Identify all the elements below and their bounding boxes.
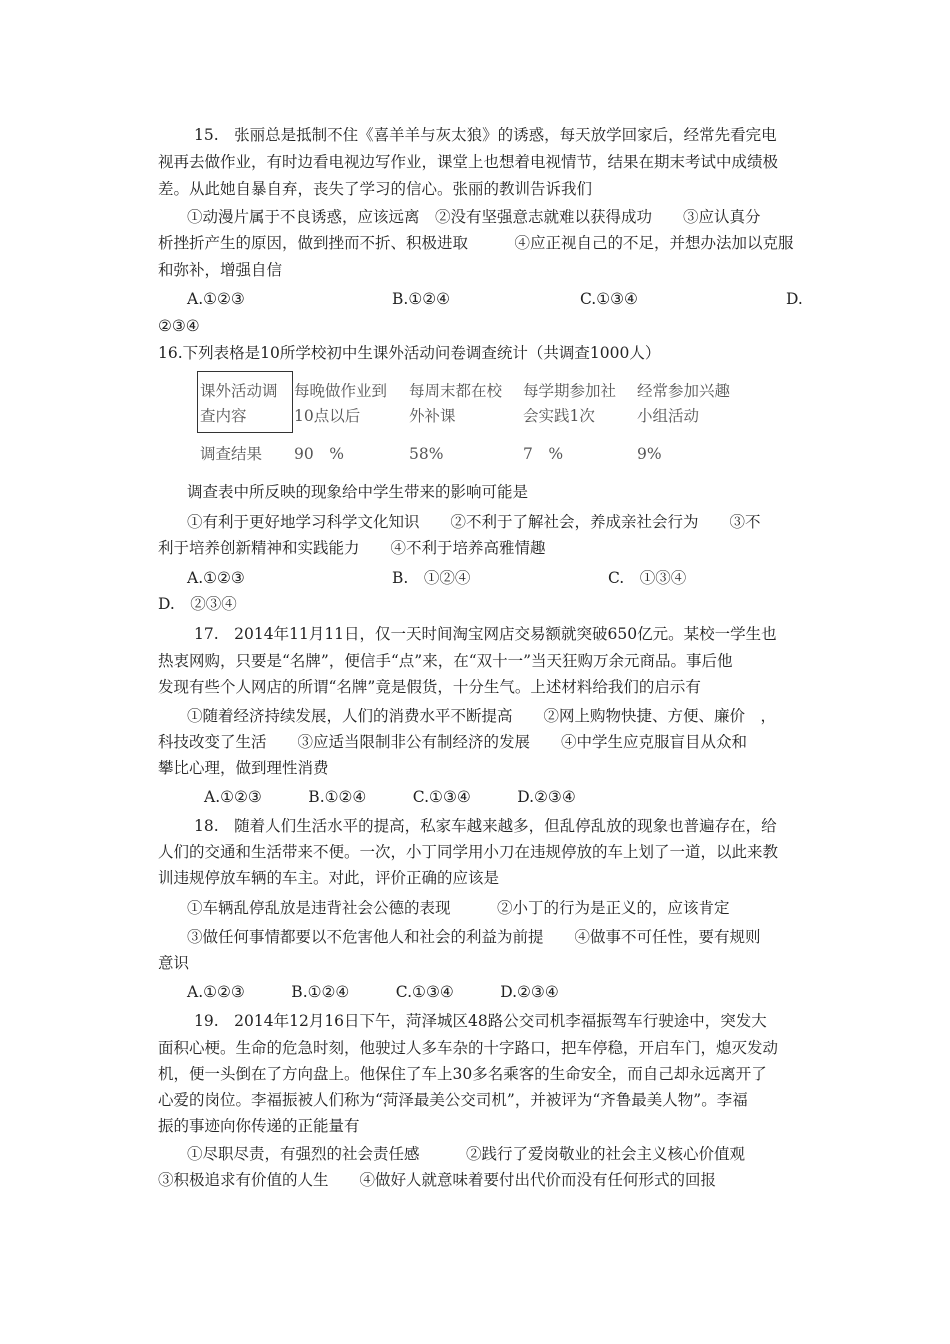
table-header-2a: 每周末都在校 bbox=[409, 382, 503, 400]
q15-statement-3: 和弥补，增强自信 bbox=[158, 261, 283, 279]
q16-statement-1: ①有利于更好地学习科学文化知识 ②不利于了解社会，养成亲社会行为 ③不 bbox=[187, 513, 761, 531]
table-header-3a: 每学期参加社 bbox=[523, 382, 617, 400]
q15-option-b: B.①②④ bbox=[392, 290, 451, 308]
q19-line-2: 面积心梗。生命的危急时刻，他驶过人多车杂的十字路口，把车停稳，开启车门，熄灭发动 bbox=[158, 1039, 779, 1057]
q15-option-d-cont: ②③④ bbox=[158, 317, 200, 335]
q16-option-d: D. ②③④ bbox=[158, 595, 237, 613]
q15-option-a: A.①②③ bbox=[187, 290, 245, 308]
q15-line-3: 差。从此她自暴自弃，丧失了学习的信心。张丽的教训告诉我们 bbox=[158, 180, 593, 198]
q19-line-1: 19. 2014年12月16日下午，菏泽城区48路公交司机李福振驾车行驶途中，突发大 bbox=[194, 1012, 767, 1030]
q19-statement-2: ③积极追求有价值的人生 ④做好人就意味着要付出代价而没有任何形式的回报 bbox=[158, 1171, 717, 1189]
q17-line-1: 17. 2014年11月11日，仅一天时间淘宝网店交易额就突破650亿元。某校一学生也 bbox=[194, 625, 777, 643]
q19-statement-1: ①尽职尽责，有强烈的社会责任感 ②践行了爱岗敬业的社会主义核心价值观 bbox=[187, 1145, 746, 1163]
q17-statement-2: 科技改变了生活 ③应适当限制非公有制经济的发展 ④中学生应克服盲目从众和 bbox=[158, 733, 748, 751]
q16-option-b: B. ①②④ bbox=[392, 569, 471, 587]
table-header-4b: 小组活动 bbox=[637, 407, 700, 425]
q15-option-c: C.①③④ bbox=[580, 290, 638, 308]
table-header-1b: 10点以后 bbox=[294, 407, 361, 425]
table-header-0a: 课外活动调 bbox=[200, 382, 278, 400]
q19-line-4: 心爱的岗位。李福振被人们称为“菏泽最美公交司机”，并被评为“齐鲁最美人物”。李福 bbox=[158, 1091, 748, 1109]
q16-option-a: A.①②③ bbox=[187, 569, 245, 587]
q17-statement-1: ①随着经济持续发展，人们的消费水平不断提高 ②网上购物快捷、方便、廉价 ， bbox=[187, 707, 777, 725]
q17-options: A.①②③ B.①②④ C.①③④ D.②③④ bbox=[204, 788, 576, 806]
table-header-3b: 会实践1次 bbox=[523, 407, 595, 425]
q17-line-3: 发现有些个人网店的所谓“名牌”竟是假货，十分生气。上述材料给我们的启示有 bbox=[158, 678, 701, 696]
table-header-4a: 经常参加兴趣 bbox=[637, 382, 731, 400]
q16-stem: 16.下列表格是10所学校初中生课外活动问卷调查统计（共调查1000人） bbox=[158, 344, 661, 362]
q18-statement-1: ①车辆乱停乱放是违背社会公德的表现 ②小丁的行为是正义的，应该肯定 bbox=[187, 899, 730, 917]
q19-line-5: 振的事迹向你传递的正能量有 bbox=[158, 1117, 360, 1135]
table-cell-2: 58% bbox=[409, 445, 444, 463]
q18-options: A.①②③ B.①②④ C.①③④ D.②③④ bbox=[187, 983, 559, 1001]
q18-line-3: 训违规停放车辆的车主。对此，评价正确的应该是 bbox=[158, 869, 500, 887]
table-header-1a: 每晚做作业到 bbox=[294, 382, 388, 400]
q15-line-2: 视再去做作业，有时边看电视边写作业，课堂上也想着电视情节，结果在期末考试中成绩极 bbox=[158, 153, 779, 171]
q16-option-c: C. ①③④ bbox=[608, 569, 687, 587]
q16-question: 调查表中所反映的现象给中学生带来的影响可能是 bbox=[187, 483, 529, 501]
q16-statement-2: 利于培养创新精神和实践能力 ④不利于培养高雅情趣 bbox=[158, 539, 546, 557]
q18-statement-2: ③做任何事情都要以不危害他人和社会的利益为前提 ④做事不可任性，要有规则 bbox=[187, 928, 761, 946]
q18-line-1: 18. 随着人们生活水平的提高，私家车越来越多，但乱停乱放的现象也普遍存在，给 bbox=[194, 817, 777, 835]
q18-statement-3: 意识 bbox=[158, 954, 190, 972]
table-row-label: 调查结果 bbox=[200, 445, 263, 463]
q19-line-3: 机，便一头倒在了方向盘上。他保住了车上30多名乘客的生命安全，而自己却永远离开了 bbox=[158, 1065, 767, 1083]
q15-statement-2: 析挫折产生的原因，做到挫而不折、积极进取 ④应正视自己的不足，并想办法加以克服 bbox=[158, 234, 794, 252]
q17-statement-3: 攀比心理，做到理性消费 bbox=[158, 759, 329, 777]
table-cell-3: 7 % bbox=[523, 445, 564, 463]
q15-line-1: 15. 张丽总是抵制不住《喜羊羊与灰太狼》的诱惑，每天放学回家后，经常先看完电 bbox=[194, 126, 777, 144]
table-header-2b: 外补课 bbox=[409, 407, 456, 425]
q15-option-d: D. bbox=[786, 290, 803, 308]
table-cell-1: 90 % bbox=[294, 445, 344, 463]
q15-statement-1: ①动漫片属于不良诱惑，应该远离 ②没有坚强意志就难以获得成功 ③应认真分 bbox=[187, 208, 761, 226]
q17-line-2: 热衷网购，只要是“名牌”，便信手“点”来，在“双十一”当天狂购万余元商品。事后他 bbox=[158, 652, 733, 670]
table-header-0b: 查内容 bbox=[200, 407, 247, 425]
q18-line-2: 人们的交通和生活带来不便。一次，小丁同学用小刀在违规停放的车上划了一道，以此来教 bbox=[158, 843, 779, 861]
table-cell-4: 9% bbox=[637, 445, 662, 463]
